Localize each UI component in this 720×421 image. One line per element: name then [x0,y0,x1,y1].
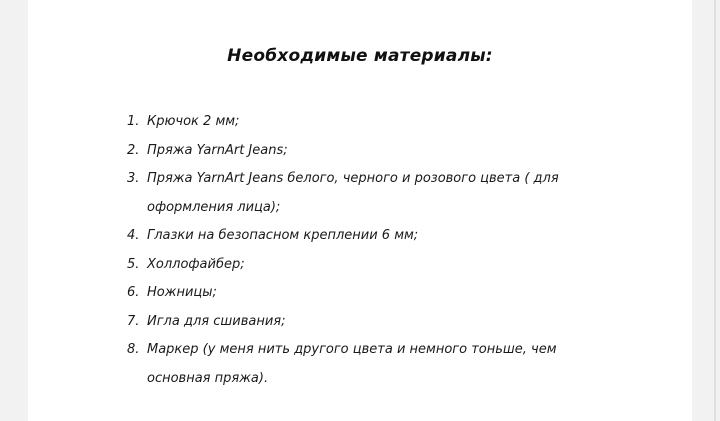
scrollbar-track-line [714,0,716,421]
list-item-text: Ножницы; [147,285,217,300]
list-item [127,222,617,251]
list-item [127,336,617,393]
list-number: 5. [127,256,140,272]
list-item [127,137,617,166]
list-item [127,108,617,137]
scrollbar[interactable] [710,0,720,421]
list-item-text: Игла для сшивания; [147,313,286,329]
list-item-text: Холлофайбер; [147,256,245,272]
list-item [127,251,617,280]
list-number: 8. [127,342,140,357]
list-number: 2. [127,142,140,158]
list-item-text: Крючок 2 мм; [147,114,240,129]
list-number: 1. [127,114,140,129]
list-number: 6. [127,285,140,300]
materials-list [127,108,617,393]
list-number: 4. [127,228,140,243]
list-item-text: Пряжа YarnArt Jeans белого, черного и розового цвета ( для оформления лица); [147,171,559,215]
list-item-text: Маркер (у меня нить другого цвета и немного тоньше, чем основная пряжа). [147,342,557,386]
list-item [127,308,617,337]
list-item [127,165,617,222]
list-number: 7. [127,313,140,329]
list-number: 3. [127,171,140,186]
document-page [28,0,692,421]
page-title: Необходимые материалы: [227,46,493,66]
list-item-text: Глазки на безопасном креплении 6 мм; [147,228,419,243]
list-item-text: Пряжа YarnArt Jeans; [147,142,288,158]
list-item [127,279,617,308]
